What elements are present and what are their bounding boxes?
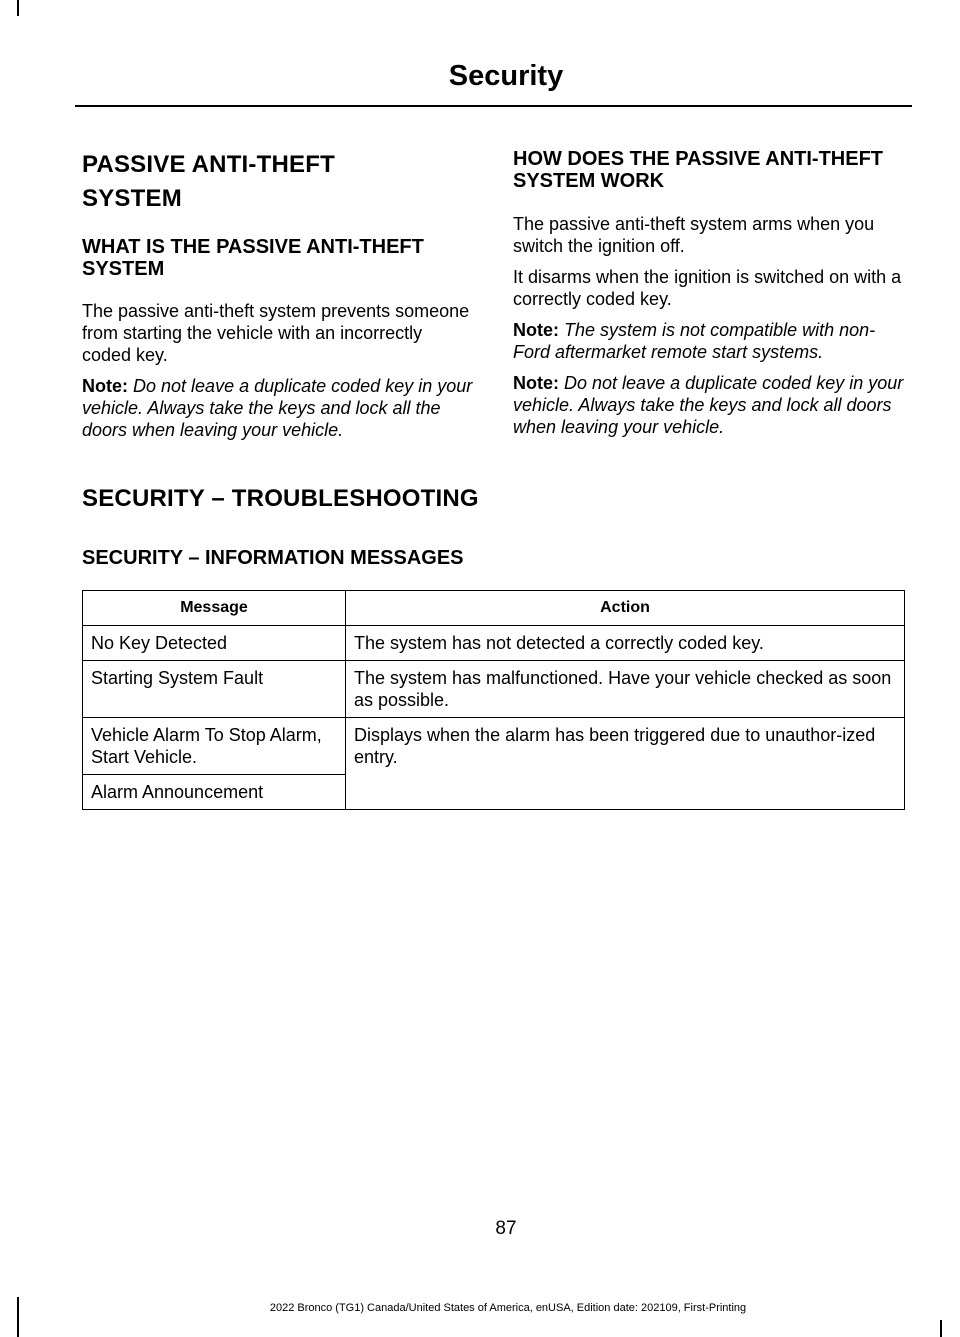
note-text: The system is not compatible with non-Ford aftermarket remote start systems. xyxy=(513,320,876,362)
table-row xyxy=(83,661,905,718)
subsection-title: WHAT IS THE PASSIVE ANTI-THEFT SYSTEM xyxy=(82,236,424,280)
action-cell: The system has not detected a correctly coded key. xyxy=(346,626,905,661)
column-header-action: Action xyxy=(346,591,905,626)
message-cell: Vehicle Alarm To Stop Alarm, Start Vehicle. xyxy=(83,718,346,775)
message-cell: Starting System Fault xyxy=(83,661,346,718)
crop-mark-bottom-left xyxy=(17,1297,19,1337)
note xyxy=(82,375,474,441)
header-divider xyxy=(75,105,912,107)
body-paragraph: It disarms when the ignition is switched on with a correctly coded key. xyxy=(513,267,902,309)
section-title-line2: SYSTEM xyxy=(82,185,182,212)
action-cell: Displays when the alarm has been triggered due to unauthor-ized entry. xyxy=(346,718,905,810)
note-label: Note: xyxy=(82,376,128,396)
note-label: Note: xyxy=(513,373,559,393)
note xyxy=(513,372,905,438)
message-cell: No Key Detected xyxy=(83,626,346,661)
table-row xyxy=(83,626,905,661)
page-number: 87 xyxy=(495,1218,517,1239)
note-text: Do not leave a duplicate coded key in your vehicle. Always take the keys and lock all doors when leaving your vehicle. xyxy=(513,373,904,437)
troubleshooting-title: SECURITY – TROUBLESHOOTING xyxy=(82,485,479,512)
left-column xyxy=(82,148,474,441)
subsection-title: HOW DOES THE PASSIVE ANTI-THEFT SYSTEM WORK xyxy=(513,148,884,192)
table-row xyxy=(83,718,905,775)
footer-edition-info: 2022 Bronco (TG1) Canada/United States of America, enUSA, Edition date: 202109, First-Printing xyxy=(269,1302,747,1314)
information-messages-title: SECURITY – INFORMATION MESSAGES xyxy=(82,547,464,569)
table-header-row xyxy=(83,591,905,626)
section-title xyxy=(82,148,474,216)
note-label: Note: xyxy=(513,320,559,340)
column-header-message: Message xyxy=(83,591,346,626)
body-paragraph: The passive anti-theft system arms when you switch the ignition off. xyxy=(513,214,875,256)
message-cell: Alarm Announcement xyxy=(83,775,346,810)
note xyxy=(513,319,905,363)
information-messages-table xyxy=(82,590,905,810)
crop-mark-top-left xyxy=(17,0,19,16)
crop-mark-bottom-right xyxy=(940,1320,942,1337)
section-title-line1: PASSIVE ANTI-THEFT xyxy=(82,151,335,178)
action-cell: The system has malfunctioned. Have your vehicle checked as soon as possible. xyxy=(346,661,905,718)
note-text: Do not leave a duplicate coded key in your vehicle. Always take the keys and lock all the doors when leaving your vehicle. xyxy=(82,376,473,440)
body-paragraph: The passive anti-theft system prevents someone from starting the vehicle with an incorrectly coded key. xyxy=(82,301,470,365)
right-column xyxy=(513,148,905,438)
page-header-title: Security xyxy=(448,60,564,92)
